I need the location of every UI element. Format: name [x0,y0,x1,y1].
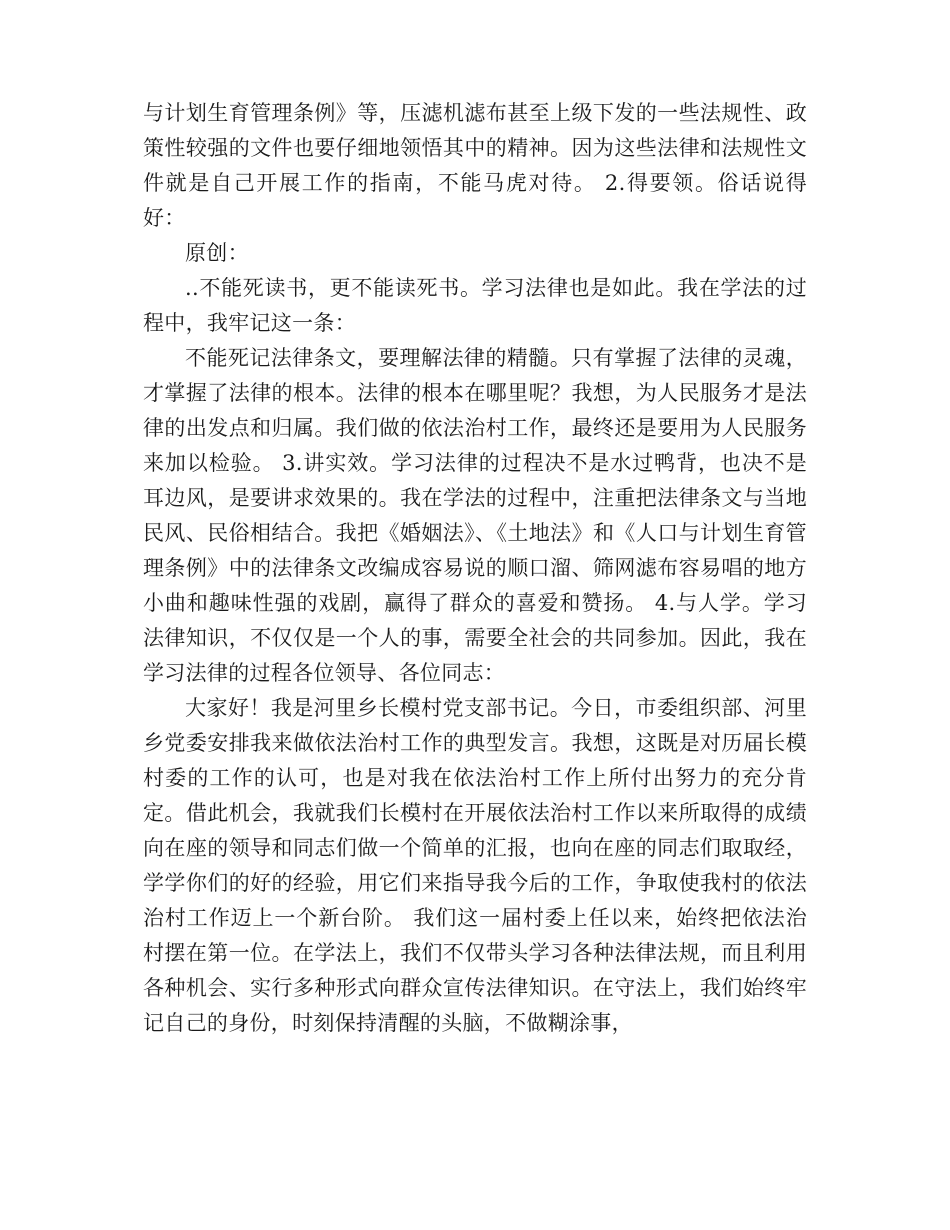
paragraph-4: 不能死记法律条文，要理解法律的精髓。只有掌握了法律的灵魂，才掌握了法律的根本。法律的根本在哪里呢？我想，为人民服务才是法律的出发点和归属。我们做的依法治村工作，最终还是要用为人民服务来加以检验。 3.讲实效。学习法律的过程决不是水过鸭背，也决不是耳边风，是要讲求效果的。我在学法的过程中，注重把法律条文与当地民风、民俗相结合。我把《婚姻法》、《土地法》和《人口与计划生育管理条例》中的法律条文改编成容易说的顺口溜、筛网滤布容易唱的地方小曲和趣味性强的戏剧，赢得了群众的喜爱和赞扬。 4.与人学。学习法律知识，不仅仅是一个人的事，需要全社会的共同参加。因此，我在学习法律的过程各位领导、各位同志： [143,346,807,685]
paragraph-5: 大家好！我是河里乡长模村党支部书记。今日，市委组织部、河里乡党委安排我来做依法治村工作的典型发言。我想，这既是对历届长模村委的工作的认可，也是对我在依法治村工作上所付出努力的充分肯定。借此机会，我就我们长模村在开展依法治村工作以来所取得的成绩向在座的领导和同志们做一个简单的汇报，也向在座的同志们取取经，学学你们的好的经验，用它们来指导我今后的工作，争取使我村的依法治村工作迈上一个新台阶。 我们这一届村委上任以来，始终把依法治村摆在第一位。在学法上，我们不仅带头学习各种法律法规，而且利用各种机会、实行多种形式向群众宣传法律知识。在守法上，我们始终牢记自己的身份，时刻保持清醒的头脑，不做糊涂事， [143,696,807,1035]
paragraph-2: 原创： [185,241,249,265]
paragraph-1: 与计划生育管理条例》等，压滤机滤布甚至上级下发的一些法规性、政策性较强的文件也要仔细地领悟其中的精神。因为这些法律和法规性文件就是自己开展工作的指南，不能马虎对待。 2.得要领。俗话说得好： [143,101,807,230]
paragraph-3: ..不能死读书，更不能读死书。学习法律也是如此。我在学法的过程中，我牢记这一条： [143,276,807,335]
document-body [143,96,807,1041]
